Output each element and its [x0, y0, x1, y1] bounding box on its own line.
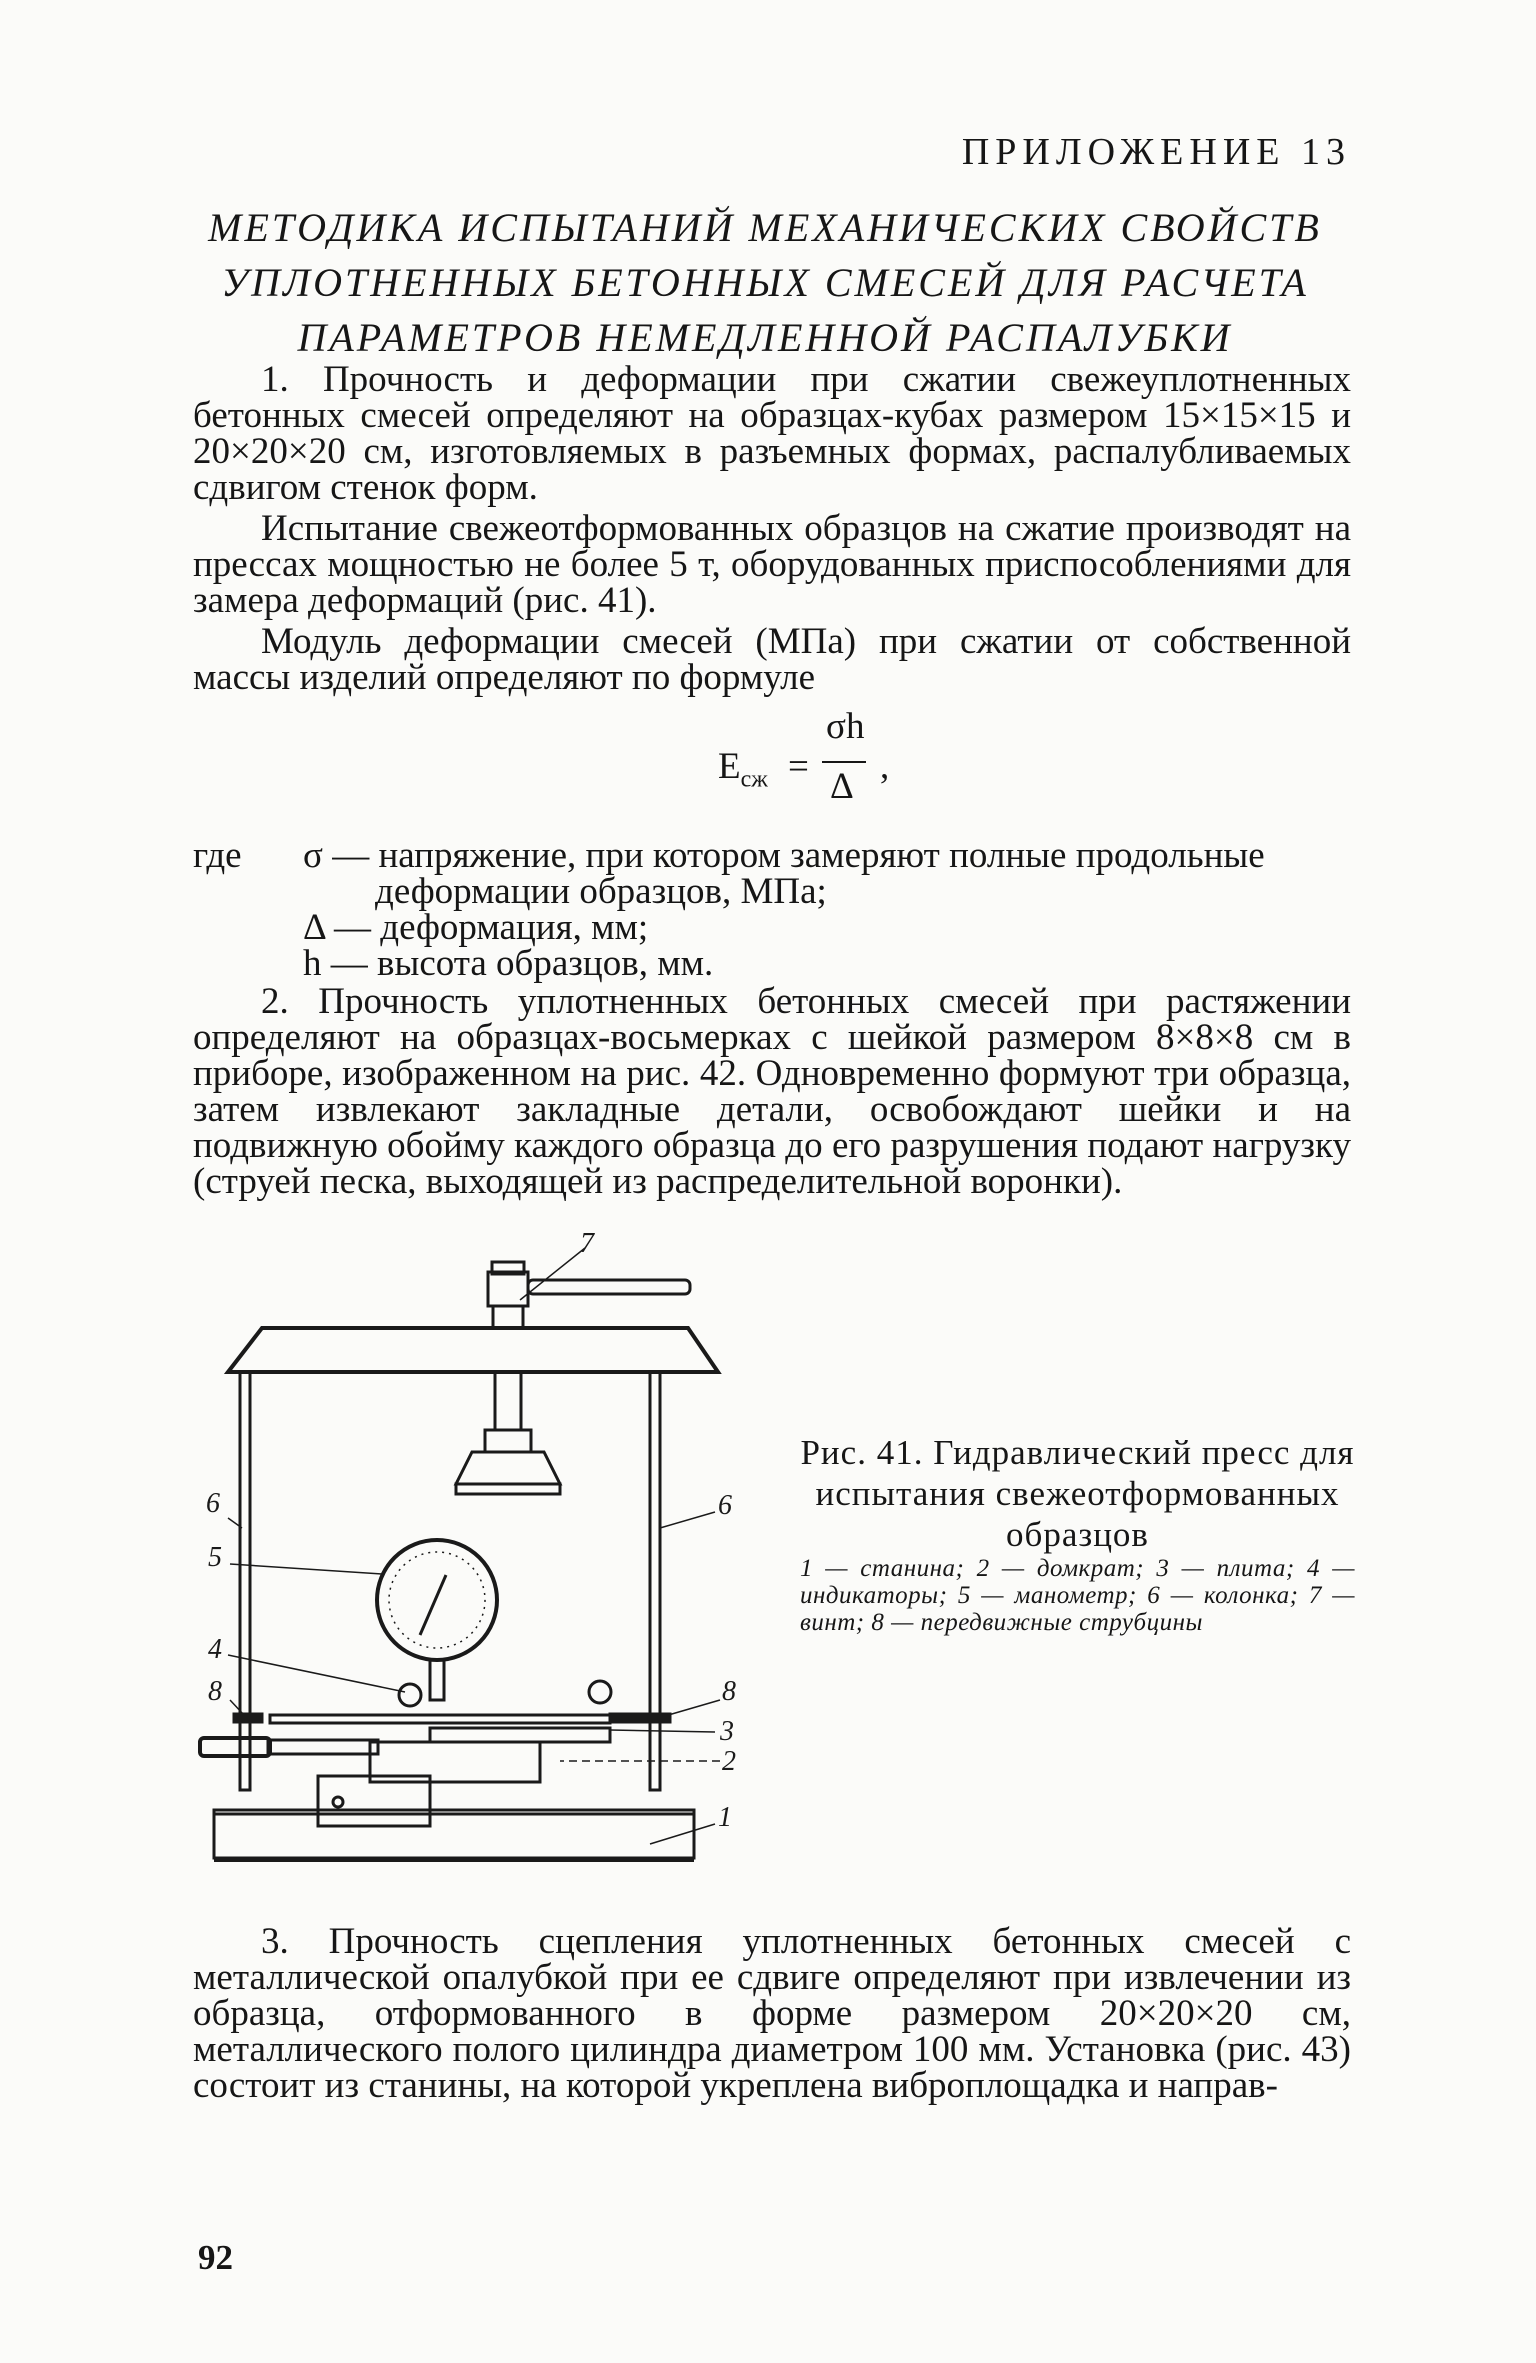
label-2: 2	[722, 1746, 736, 1777]
formula-denominator: Δ	[830, 766, 854, 807]
title-line: УПЛОТНЕННЫХ БЕТОННЫХ СМЕСЕЙ ДЛЯ РАСЧЕТА	[221, 260, 1309, 305]
paragraph-3: Модуль деформации смесей (МПа) при сжатии от собственной массы изделий определяют по формуле	[193, 621, 1351, 698]
pressure-platen	[456, 1452, 560, 1484]
fraction-bar	[822, 761, 866, 763]
label-8-left: 8	[208, 1676, 222, 1707]
leader-6-right	[660, 1512, 715, 1528]
title-line: ПАРАМЕТРОВ НЕМЕДЛЕННОЙ РАСПАЛУБКИ	[297, 315, 1233, 360]
top-beam	[228, 1328, 718, 1372]
definition-h: h — высота образцов, мм.	[303, 943, 714, 984]
manometer-dial	[377, 1540, 497, 1660]
paragraph-5: 3. Прочность сцепления уплотненных бетонных смесей с металлической опалубкой при ее сдвиге определяют при извлечении из образца, отформованного в форме размером 20×20×20 см, металлического полого цилиндра диаметром 100 мм. Установка (рис. 43) состоит из станины, на которой укреплена виброплощадка и направ-	[193, 1921, 1351, 2106]
screw-stem	[493, 1306, 523, 1328]
leader-8-right	[665, 1700, 720, 1716]
label-3: 3	[720, 1716, 734, 1747]
formula-equals: =	[788, 746, 809, 787]
body-text-middle	[193, 981, 1351, 1202]
leader-4	[228, 1655, 405, 1692]
page-number: 92	[198, 2238, 233, 2277]
document-title	[180, 200, 1350, 365]
manometer-needle	[420, 1575, 446, 1635]
screw-handle	[528, 1280, 690, 1294]
label-6-left: 6	[206, 1488, 220, 1519]
jack-rod	[495, 1372, 521, 1430]
pump-valve-icon	[333, 1797, 343, 1807]
hydraulic-press-figure	[206, 1228, 770, 1880]
appendix-heading: ПРИЛОЖЕНИЕ 13	[961, 131, 1351, 173]
definition-sigma: σ — напряжение, при котором замеряют полные продольные деформации образцов, МПа;	[303, 835, 1265, 912]
pump-lever-handle	[200, 1738, 270, 1756]
leader-5	[230, 1564, 382, 1574]
leader-1	[650, 1824, 715, 1844]
leader-3	[610, 1730, 715, 1732]
figure-caption-legend: 1 — станина; 2 — домкрат; 3 — плита; 4 — индикаторы; 5 — манометр; 6 — колонка; 7 — винт; 8 — передвижные струбцины	[800, 1555, 1355, 1636]
screw-head	[488, 1272, 528, 1306]
paragraph-4: 2. Прочность уплотненных бетонных смесей при растяжении определяют на образцах-восьмерках с шейкой размером 8×8×8 см в приборе, изображенном на рис. 42. Одновременно формуют три образца, затем извлекают закладные детали, освобождают шейки и на подвижную обойму каждого образца до его разрушения подают нагрузку (струей песка, выходящей из распределительной воронки).	[193, 981, 1351, 1202]
base-frame	[214, 1814, 694, 1858]
platen-base	[456, 1484, 560, 1494]
paragraph-1: 1. Прочность и деформации при сжатии свежеуплотненных бетонных смесей определяют на образцах-кубах размером 15×15×15 и 20×20×20 см, изготовляемых в разъемных формах, распалубливаемых сдвигом стенок форм.	[193, 359, 1351, 508]
manometer-scale	[389, 1552, 485, 1648]
label-4: 4	[208, 1634, 222, 1665]
label-7: 7	[580, 1228, 594, 1259]
jack-cylinder	[485, 1430, 531, 1452]
paragraph-2: Испытание свежеотформованных образцов на сжатие производят на прессах мощностью не более 5 т, оборудованных приспособлениями для замера деформаций (рис. 41).	[193, 508, 1351, 621]
plate	[270, 1715, 610, 1723]
definition-delta: Δ — деформация, мм;	[303, 907, 649, 948]
clamp-left	[234, 1714, 262, 1722]
body-text-bottom	[193, 1921, 1351, 2106]
title-line: МЕТОДИКА ИСПЫТАНИЙ МЕХАНИЧЕСКИХ СВОЙСТВ	[208, 205, 1322, 250]
indicator-right	[589, 1681, 611, 1703]
figure-caption-title: Рис. 41. Гидравлический пресс для испытания свежеотформованных образцов	[800, 1433, 1355, 1554]
formula-lhs: $E_{сж}$	[718, 746, 768, 793]
modulus-formula	[718, 705, 890, 807]
indicator-left	[399, 1684, 421, 1706]
pump-lever-rod	[268, 1740, 378, 1754]
plate-support	[430, 1728, 610, 1742]
label-8-right: 8	[722, 1676, 736, 1707]
label-1: 1	[718, 1802, 732, 1833]
leader-7	[520, 1248, 585, 1300]
label-5: 5	[208, 1542, 222, 1573]
label-6-right: 6	[718, 1490, 732, 1521]
formula-comma: ,	[880, 746, 890, 787]
clamp-right	[610, 1714, 670, 1722]
manometer-pipe	[430, 1660, 444, 1700]
where-word: где	[193, 835, 242, 876]
formula-numerator: σh	[826, 706, 865, 747]
left-column	[240, 1372, 250, 1790]
right-column	[650, 1372, 660, 1790]
body-text-top	[193, 359, 1351, 698]
